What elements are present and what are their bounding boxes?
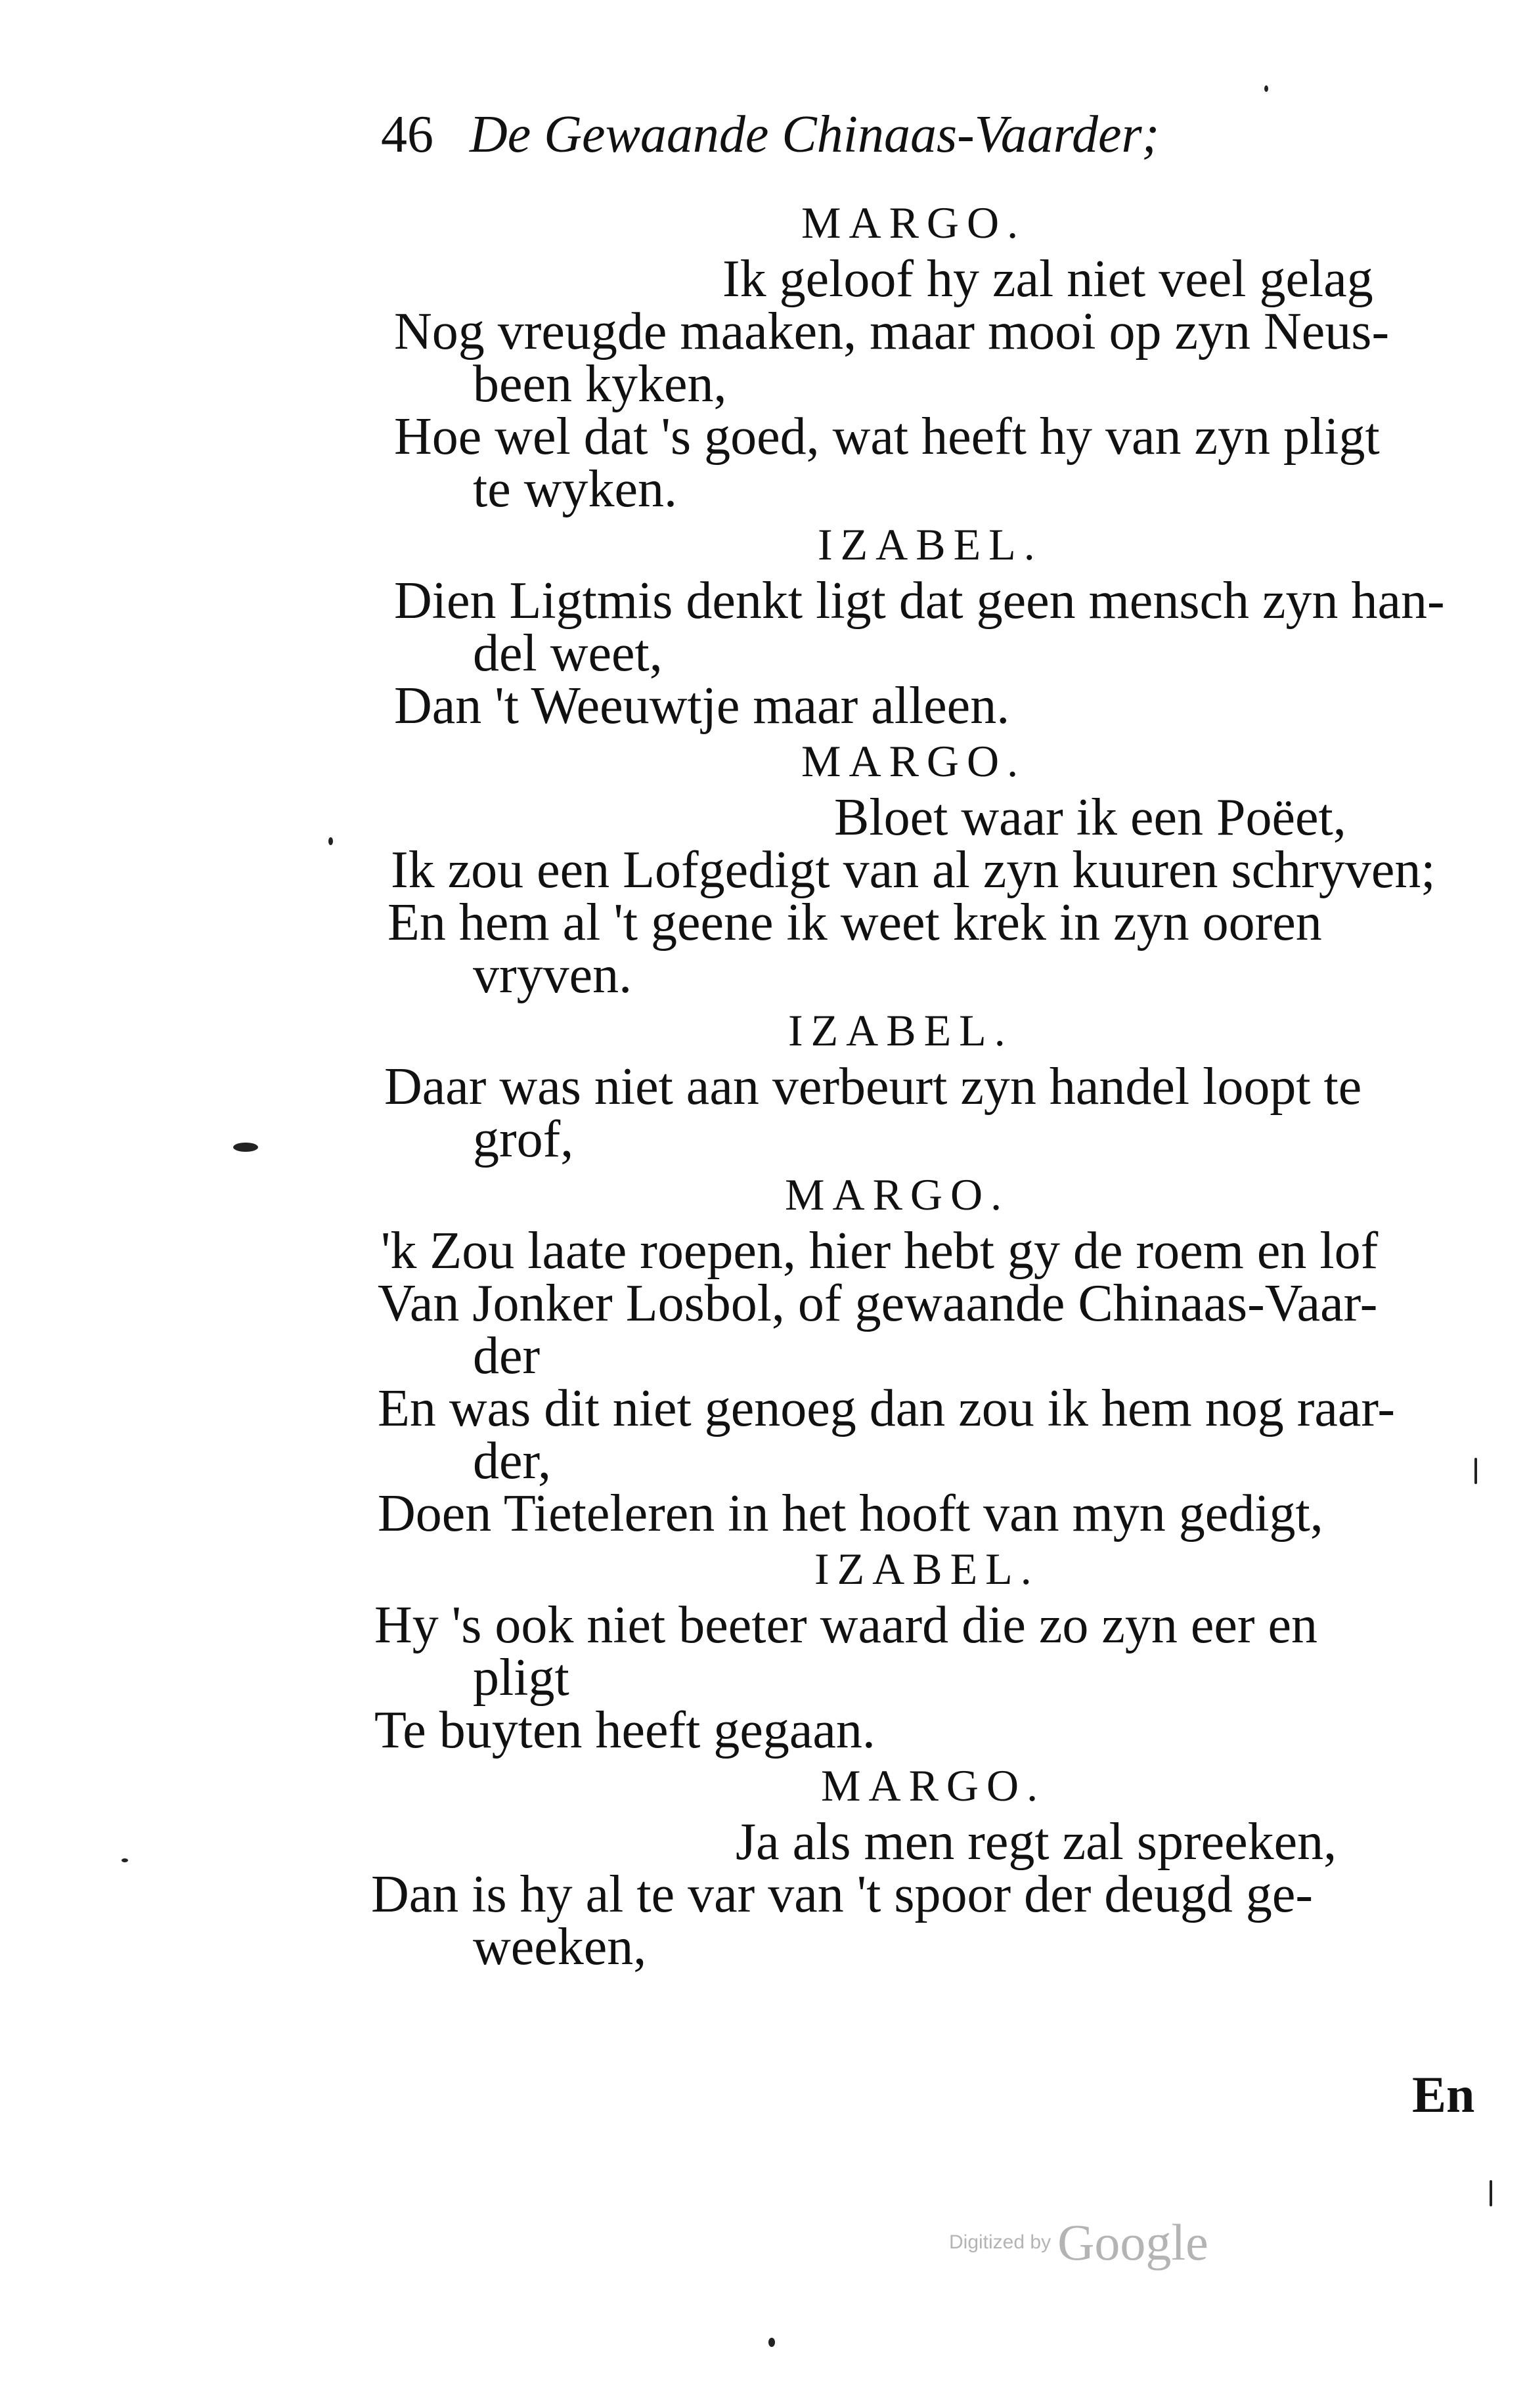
verse-line: Daar was niet aan verbeurt zyn handel loopt te	[384, 1058, 1362, 1116]
running-title: De Gewaande Chinaas-Vaarder;	[470, 106, 1160, 164]
watermark-small-text: Digitized by	[949, 2231, 1051, 2253]
verse-line: der	[473, 1327, 541, 1385]
verse-line: del weet,	[473, 624, 663, 682]
page-number: 46	[381, 106, 433, 164]
ink-speck	[1264, 85, 1268, 92]
verse-line: te wyken.	[473, 460, 678, 518]
verse-line: Ja als men regt zal spreeken,	[736, 1813, 1337, 1871]
verse-line: En was dit niet genoeg dan zou ik hem nog raar-	[378, 1380, 1396, 1437]
speaker-name: IZABEL.	[788, 1005, 1013, 1055]
digitized-watermark	[949, 2213, 1208, 2272]
verse-line: 'k Zou laate roepen, hier hebt gy de roem en lof	[381, 1222, 1379, 1280]
ink-speck	[233, 1143, 258, 1152]
speaker-name: MARGO.	[801, 198, 1027, 248]
verse-line: Ik geloof hy zal niet veel gelag	[722, 250, 1373, 308]
verse-line: Dan 't Weeuwtje maar alleen.	[394, 677, 1010, 735]
running-header	[381, 105, 1159, 165]
speaker-name: MARGO.	[785, 1170, 1010, 1219]
verse-line: vryven.	[473, 946, 632, 1004]
verse-line: Hoe wel dat 's goed, wat heeft hy van zyn pligt	[394, 408, 1380, 466]
verse-line: Nog vreugde maaken, maar mooi op zyn Neus-	[394, 303, 1390, 361]
verse-line: Van Jonker Losbol, of gewaande Chinaas-Vaar-	[378, 1275, 1378, 1332]
speaker-name: IZABEL.	[818, 519, 1043, 569]
verse-line: grof,	[473, 1110, 574, 1168]
verse-line: been kyken,	[473, 355, 727, 413]
speaker-name: IZABEL.	[814, 1544, 1040, 1594]
ink-speck	[1490, 2180, 1492, 2206]
speaker-name: MARGO.	[821, 1761, 1046, 1810]
verse-line: der,	[473, 1432, 551, 1490]
ink-speck	[122, 1858, 128, 1862]
verse-line: Hy 's ook niet beeter waard die zo zyn eer en	[374, 1596, 1318, 1654]
verse-line: weeken,	[473, 1918, 647, 1976]
catchword: En	[1412, 2066, 1475, 2123]
google-logo: Google	[1057, 2214, 1208, 2271]
ink-speck	[328, 837, 333, 845]
ink-speck	[768, 2338, 775, 2347]
ink-speck	[1474, 1458, 1477, 1484]
verse-line: Dan is hy al te var van 't spoor der deugd ge-	[371, 1866, 1313, 1923]
verse-line: Ik zou een Lofgedigt van al zyn kuuren schryven;	[391, 841, 1436, 899]
verse-line: pligt	[473, 1649, 569, 1707]
verse-line: Doen Tieteleren in het hooft van myn gedigt,	[378, 1485, 1323, 1543]
verse-line: Dien Ligtmis denkt ligt dat geen mensch zyn han-	[394, 572, 1445, 630]
speaker-name: MARGO.	[801, 736, 1027, 786]
verse-line: En hem al 't geene ik weet krek in zyn ooren	[387, 894, 1322, 952]
verse-line: Bloet waar ik een Poëet,	[834, 789, 1346, 846]
verse-line: Te buyten heeft gegaan.	[374, 1701, 875, 1759]
